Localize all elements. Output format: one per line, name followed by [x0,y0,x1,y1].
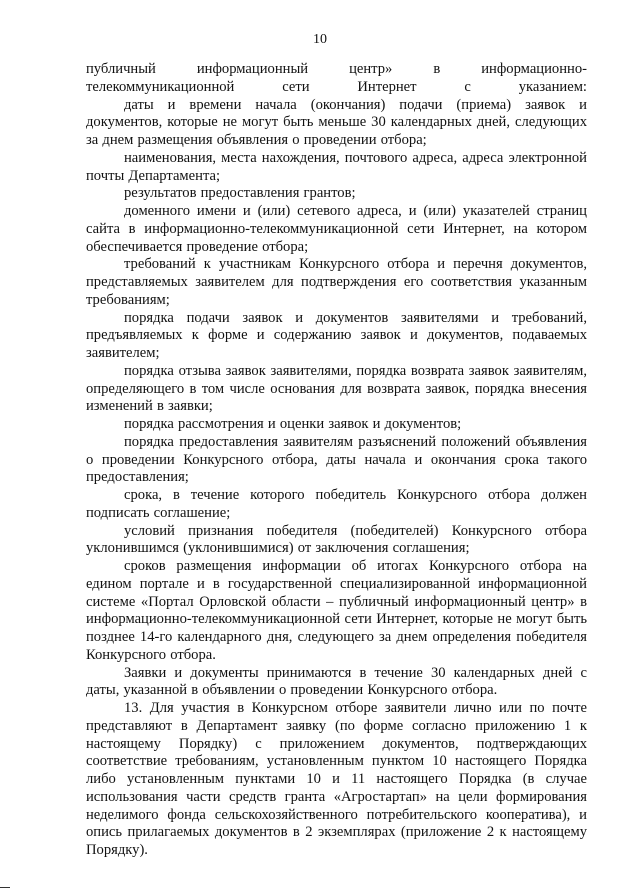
paragraph: условий признания победителя (победителей) Конкурсного отбора уклонившимся (уклонившимися) от заключения соглашения; [86,522,587,557]
paragraph: наименования, места нахождения, почтового адреса, адреса электронной почты Департамента; [86,149,587,184]
paragraph: Заявки и документы принимаются в течение 30 календарных дней с даты, указанной в объявлении о проведении Конкурсного отбора. [86,664,587,699]
page-number: 10 [313,32,327,47]
paragraph: срока, в течение которого победитель Конкурсного отбора должен подписать соглашение; [86,487,587,521]
paragraph: публичный информационный центр» в информационно-телекоммуникационной сети Интернет с указанием: [86,61,587,95]
paragraph: результатов предоставления грантов; [124,185,356,202]
paragraph: требований к участникам Конкурсного отбора и перечня документов, представляемых заявителем для подтверждения его соответствия указанным требованиям; [86,256,587,308]
page-edge-mark [0,887,10,888]
paragraph: порядка рассмотрения и оценки заявок и документов; [124,416,462,432]
paragraph: 13. Для участия в Конкурсном отборе заявители лично или по почте представляют в Департамент заявку (по форме согласно приложению 1 к настоящему Порядку) с приложением документов, подтверждающих соответствие требованиям, установленным пунктом 10 настоящего Порядка либо установленным пунктами 10 и 11 настоящего Порядка (в случае использования части средств гранта «Агростартап» на цели формирования неделимого фонда сельскохозяйственного потребительского кооператива), и опись прилагаемых документов в 2 экземплярах (приложение 2 к настоящему Порядку). [86,700,587,858]
paragraph: порядка отзыва заявок заявителями, порядка возврата заявок заявителям, определяющего в том числе основания для возврата заявок, порядка внесения изменений в заявки; [86,362,587,415]
paragraph: порядка подачи заявок и документов заявителями и требований, предъявляемых к форме и содержанию заявок и документов, подаваемых заявителем; [86,309,587,361]
paragraph: доменного имени и (или) сетевого адреса, и (или) указателей страниц сайта в информационно-телекоммуникационной сети Интернет, на котором обеспечивается проведение отбора; [86,203,587,255]
paragraph: даты и времени начала (окончания) подачи (приема) заявок и документов, которые не могут быть меньше 30 календарных дней, следующих за днем размещения объявления о проведении отбора; [86,96,587,148]
paragraph: порядка предоставления заявителям разъяснений положений объявления о проведении Конкурсного отбора, даты начала и окончания срока такого предоставления; [86,433,587,486]
paragraph: сроков размещения информации об итогах Конкурсного отбора на едином портале и в государственной специализированной информационной системе «Портал Орловской области – публичный информационный центр» в информационно-телекоммуникационной сети Интернет, которые не могут быть позднее 14-го календарного дня, следующего за днем определения победителя Конкурсного отбора. [86,558,587,663]
document-body [86,61,587,860]
